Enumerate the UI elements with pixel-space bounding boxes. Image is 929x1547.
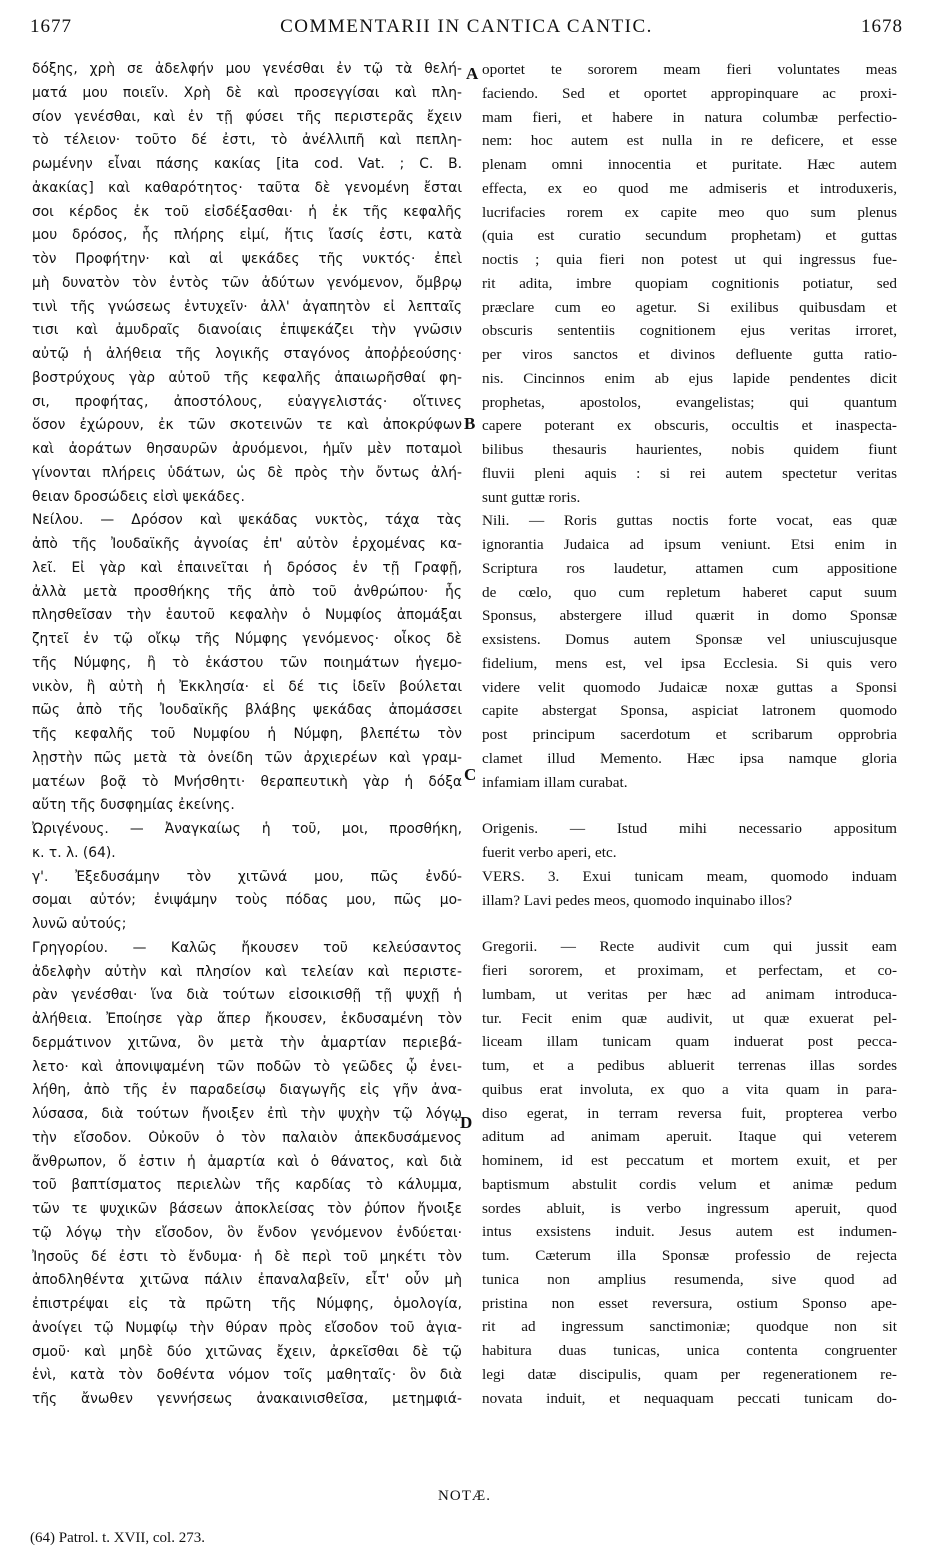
text-line: nem: hoc autem est nulla in re deficere, et esse bbox=[482, 132, 897, 150]
text-line: rit adita, imbre quopiam cognitionis potiatur, sed bbox=[482, 274, 897, 292]
text-line: κ. τ. λ. (64). bbox=[32, 844, 116, 861]
text-line: Γρηγορίου. — Καλῶς ἤκουσεν τοῦ κελεύσαντος bbox=[32, 939, 462, 956]
text-line: de cœlo, quo cum repletum haberet caput suum bbox=[482, 583, 897, 601]
text-line: Νείλου. — Δρόσον καὶ ψεκάδας νυκτὸς, τάχα τὰς bbox=[32, 512, 462, 529]
text-line: intus exsistens induit. Jesus autem est indumen- bbox=[482, 1223, 897, 1241]
text-line: Sponsus, abstergere illud quærit in domo Sponsæ bbox=[482, 607, 897, 625]
text-line: ὅσον ἐχώρουν, ἐκ τῶν σκοτεινῶν τε καὶ ἀποκρύφων bbox=[32, 417, 462, 434]
text-line: tum. Cæterum illa Sponsæ professio de rejecta bbox=[482, 1247, 897, 1264]
text-line: baptismum abstulit cordis velum et animæ pedum bbox=[482, 1175, 897, 1193]
text-line: λῃστὴν πῶς μετὰ τὰ ὀνείδη τῶν ἀρχιερέων καὶ γραμ- bbox=[32, 749, 462, 766]
text-line: λεῖ. Εἰ γὰρ καὶ ἐπαινεῖται ἡ δρόσος ἐν τῇ Γραφῇ, bbox=[32, 559, 462, 576]
text-line: ἀδελφὴν αὐτὴν καὶ πλησίον καὶ τελείαν καὶ περιστε- bbox=[32, 963, 462, 980]
text-line: ignorantia Judaica ad ipsum veniunt. Etsi enim in bbox=[482, 536, 897, 553]
text-line: sunt guttæ roris. bbox=[482, 488, 581, 506]
text-line: ρωμένην εἶναι πάσης κακίας [ita cod. Vat. ; C. B. bbox=[32, 156, 462, 172]
text-line: τοῦ βαπτίσματος περιελὼν τῆς καρδίας τὸ κάλυμμα, bbox=[32, 1177, 462, 1194]
text-line: bilibus thesauris haurientes, nobis quidem fiunt bbox=[482, 441, 897, 458]
text-line: ἐπιστρέψαι εἰς τὰ πρῶτη τῆς Νύμφης, ὁμολογία, bbox=[32, 1296, 462, 1312]
text-line: diso egerat, in terram reversa fuit, propterea verbo bbox=[482, 1104, 897, 1122]
text-line: θειαν δροσώδεις εἰσὶ ψεκάδες. bbox=[32, 488, 245, 505]
text-line: δερμάτινον χιτῶνα, ὃν μετὰ τὴν ἁμαρτίαν περιεβά- bbox=[32, 1034, 462, 1051]
text-line: νικὸν, ἢ αὐτὴ ἡ Ἐκκλησία· εἰ δέ τις ἰδεῖν βούλεται bbox=[32, 678, 462, 695]
page-number-left: 1677 bbox=[30, 16, 72, 37]
text-line: πῶς ἀπὸ τῆς Ἰουδαϊκῆς βλάβης ψεκάδας ἀπομάσσει bbox=[32, 702, 462, 719]
text-line: σι, προφήτας, ἀποστόλους, εὐαγγελιστάς· οἵτινες bbox=[32, 393, 462, 410]
text-line: tunica non amplius resumenda, sive quod ad bbox=[482, 1270, 897, 1288]
text-line: prophetas, apostolos, evangelistas; qui quantum bbox=[482, 393, 897, 411]
text-line: πλησθεῖσαν τὴν ἑαυτοῦ κεφαλὴν ὁ Νυμφίος ἀπομάξαι bbox=[32, 607, 462, 624]
text-line: lucrifacies rorem ex capite meo quo sum plenus bbox=[482, 203, 897, 221]
text-line: Ὠριγένους. — Ἀναγκαίως ἡ τοῦ, μοι, προσθήκη, bbox=[32, 821, 462, 837]
margin-marker-b: B bbox=[464, 414, 476, 433]
text-line: oportet te sororem meam fieri voluntates meas bbox=[482, 61, 897, 78]
margin-marker-a: A bbox=[466, 64, 479, 83]
text-line: effecta, ex eo quod me admiseris et introduxeris, bbox=[482, 179, 897, 197]
text-line: novata induit, et nequaquam peccati tunicam do- bbox=[482, 1389, 897, 1407]
text-line: obscuris sententiis cognitionem ejus veritas irroret, bbox=[482, 322, 897, 340]
text-line: fluvii pleni aquis : si rei autem spectetur veritas bbox=[482, 464, 897, 482]
text-line: hominem, id est peccatum et mortem exuit, et per bbox=[482, 1152, 897, 1169]
text-line: λήθη, ἀπὸ τῆς ἐν παραδείσῳ διαγωγῆς εἰς γῆν ἀνα- bbox=[32, 1082, 462, 1099]
text-line: Scriptura ros laudetur, attamen cum appositione bbox=[482, 559, 897, 577]
text-line: αὐτῷ ἡ ἀλήθεια τῆς λογικῆς σταγόνος ἀποῤῥεούσης· bbox=[32, 346, 462, 362]
text-line: illam? Lavi pedes meos, quomodo inquinabo illos? bbox=[482, 891, 793, 909]
text-line: habitura duas tunicas, unica contenta congruenter bbox=[482, 1342, 897, 1359]
text-line: lumbam, ut veritas per hæc ad animam introduca- bbox=[482, 985, 897, 1003]
text-line: ἀλλὰ μετὰ προσθήκης τῆς ἀπὸ τοῦ ἀνθρώπου· ἧς bbox=[32, 583, 462, 600]
text-line: τῆς Νύμφης, ἢ τὸ ἑκάστου τῶν ποιημάτων ἡγεμο- bbox=[32, 654, 462, 671]
text-line: clamet illud Memento. Hæc ipsa namque gloria bbox=[482, 749, 897, 767]
text-line: βοστρύχους γὰρ αὐτοῦ τῆς κεφαλῆς ἀπαιωρῆσθαί φη- bbox=[32, 369, 462, 386]
text-line: infamiam illam curabat. bbox=[482, 773, 628, 791]
text-line: fidelium, mens est, vel ipsa Ecclesia. Si quis vero bbox=[482, 654, 897, 672]
text-line: λετο· καὶ ἀπονιψαμένη τῶν ποδῶν τὸ γεῶδες ᾧ ἐνει- bbox=[32, 1058, 462, 1075]
margin-marker-d: D bbox=[460, 1113, 473, 1132]
text-line: μου δρόσος, ἧς πλήρης εἰμί, ἥτις ἴασίς ἐστι, κατὰ bbox=[32, 227, 462, 244]
text-line: liceam illam tunicam quam induerat post pecca- bbox=[482, 1033, 897, 1051]
text-line: σμοῦ· καὶ μηδὲ δύο χιτῶνας ἔχειν, ἀρκεῖσθαι δὲ τῷ bbox=[32, 1343, 462, 1360]
text-line: capere poterant ex obscuris, occultis et inaspecta- bbox=[482, 417, 897, 435]
text-line: præclare cum eo agetur. Si exilibus quibusdam et bbox=[482, 298, 897, 316]
text-line bbox=[482, 794, 897, 817]
margin-marker-c: C bbox=[464, 765, 477, 784]
text-line: δόξης, χρὴ σε ἀδελφήν μου γενέσθαι ἐν τῷ τὰ θελή- bbox=[32, 61, 462, 77]
text-line: ἀκακίας] καὶ καθαρότητος· ταῦτα δὲ γενομένη ἔσται bbox=[32, 179, 462, 196]
text-line: τῆς ἄνωθεν γεννήσεως ἀνακαινισθεῖσα, μετημφιά- bbox=[32, 1391, 462, 1407]
text-line: τισι καὶ ἀμυδραῖς διανοίαις ἐπιψεκάζει τὴν γνῶσιν bbox=[32, 322, 462, 339]
notes-heading: NOTÆ. bbox=[438, 1488, 491, 1504]
running-title: COMMENTARII IN CANTICA CANTIC. bbox=[280, 16, 653, 37]
text-line: τὸν Προφήτην· καὶ αἱ ψεκάδες τῆς νυκτός· ἐπεὶ bbox=[32, 251, 462, 267]
text-line: pristina non esset reversura, ostium Sponso ape- bbox=[482, 1294, 897, 1312]
text-line: λυνῶ αὐτούς; bbox=[32, 916, 127, 932]
text-line: γ'. Ἐξεδυσάμην τὸν χιτῶνά μου, πῶς ἐνδύ- bbox=[32, 868, 462, 885]
text-line: (quia est curatio secundum prophetam) et guttas bbox=[482, 227, 897, 245]
text-line: fieri sororem, et proximam, et perfectam, et co- bbox=[482, 962, 897, 979]
text-line: τὴν εἴσοδον. Οὐκοῦν ὁ τὸν παλαιὸν ἀπεκδυσάμενος bbox=[32, 1129, 462, 1146]
text-line: post principum sacerdotum et scribarum opprobria bbox=[482, 726, 897, 743]
text-line bbox=[482, 912, 897, 935]
text-line: tum, et a pedibus abluerit terrenas illas sordes bbox=[482, 1057, 897, 1074]
text-line: plenam omni innocentia et puritate. Hæc autem bbox=[482, 156, 897, 173]
text-line: faciendo. Sed et oportet appropinquare ac proxi- bbox=[482, 84, 897, 102]
text-line: λύσασα, διὰ τούτων ἤνοιξεν ἐπὶ τὴν ψυχὴν τῷ λόγῳ bbox=[32, 1106, 462, 1122]
text-line: per viros sanctos et divinos defluente gutta ratio- bbox=[482, 346, 897, 363]
text-line: sordes abluit, is verbo ingressum aperuit, quod bbox=[482, 1199, 897, 1217]
page-header bbox=[30, 16, 903, 46]
text-line: ἀποδληθέντα χιτῶνα πάλιν ἐπαναλαβεῖν, εἶτ' οὖν μὴ bbox=[32, 1272, 462, 1289]
text-line: ἄνθρωπον, ὅ ἐστιν ἡ ἁμαρτία καὶ ὁ θάνατος, καὶ διὰ bbox=[32, 1153, 462, 1170]
text-line: quibus erat involuta, ex quo a vita quam in para- bbox=[482, 1080, 897, 1098]
text-line: ρὰν γενέσθαι· ἵνα διὰ τούτων εἰσοικισθῇ τῇ ψυχῇ ἡ bbox=[32, 987, 462, 1004]
greek-column bbox=[32, 58, 462, 1412]
text-line: σοι κέρδος ἐκ τοῦ εἰσδέξασθαι· ἡ ἐκ τῆς κεφαλῆς bbox=[32, 203, 462, 220]
page-number-right: 1678 bbox=[861, 16, 903, 37]
text-line: γίνονται πλήρεις ὑδάτων, ὡς δὲ πρὸς τὴν ὄντως ἀλή- bbox=[32, 464, 462, 481]
text-line: τῷ λόγῳ τὴν εἴσοδον, ὃν ἔνδον γενόμενον ἐνδύεται· bbox=[32, 1224, 462, 1241]
text-line: ἀνοίγει τῷ Νυμφίῳ τὴν θύραν πρὸς εἴσοδον τοῦ ἁγια- bbox=[32, 1319, 462, 1336]
text-line: aditum ad animam aperuit. Itaque qui veterem bbox=[482, 1128, 897, 1146]
text-line: capite abstergat Sponsa, aspiciat latronem quomodo bbox=[482, 702, 897, 720]
text-line: nis. Cincinnos enim ab ejus lapide pendentes dicit bbox=[482, 369, 897, 387]
text-line: μὴ δυνατὸν τὸν ἐντὸς τῶν ἀδύτων γενόμενον, ὄμβρῳ bbox=[32, 274, 462, 291]
text-line: VERS. 3. Exui tunicam meam, quomodo induam bbox=[482, 867, 897, 885]
text-line: exsistens. Domus autem Sponsæ vel uniuscujusque bbox=[482, 631, 897, 648]
text-line: noctis ; quia fieri non potest ut qui ingressus fue- bbox=[482, 251, 897, 268]
text-line: ἀπὸ τῆς Ἰουδαϊκῆς ἀγνοίας ἐπ' αὐτὸν ἐρχομένας κα- bbox=[32, 536, 462, 552]
text-line: Gregorii. — Recte audivit cum qui jussit eam bbox=[482, 938, 897, 956]
text-line: σίον γενέσθαι, καὶ ἐν τῇ φύσει τῆς περιστερᾶς ἔχειν bbox=[32, 108, 462, 125]
text-line: τῶν τε ψυχικῶν βάσεων ἀποκλείσας τὸν ῥύπον ἤνοιξε bbox=[32, 1201, 462, 1217]
text-line: καὶ ἀοράτων θησαυρῶν ἀρυόμενοι, ἡμῖν μὲν ποταμοὶ bbox=[32, 441, 462, 457]
text-line: τῆς κεφαλῆς τοῦ Νυμφίου ἡ Νύμφη, βλεπέτω τὸν bbox=[32, 726, 462, 742]
text-line: mam fieri, et habere in natura columbæ perfectio- bbox=[482, 108, 897, 126]
text-line: Ἰησοῦς δέ ἐστι τὸ ἔνδυμα· ἡ δὲ περὶ τοῦ μηκέτι τὸν bbox=[32, 1248, 462, 1265]
text-line: ἑνὶ, κατὰ τὸν δοθέντα νόμον τοῖς μαθηταῖς· ὃν διὰ bbox=[32, 1367, 462, 1384]
latin-column bbox=[482, 58, 897, 1410]
text-line: τινὶ τῆς γνώσεως ἐντυχεῖν· ἀλλ' ἀγαπητὸν εἰ λεπταῖς bbox=[32, 298, 462, 315]
text-line: ζητεῖ ἐν τῷ οἴκῳ τῆς Νύμφης γενόμενος· οἶκος δὲ bbox=[32, 631, 462, 647]
text-line: ματέων βοᾷ τὸ Μνήσθητι· θεραπευτικὴ γὰρ ἡ δόξα bbox=[32, 773, 462, 790]
text-line: Origenis. — Istud mihi necessario appositum bbox=[482, 820, 897, 838]
text-line: ἀλήθεια. Ἐποίησε γὰρ ἅπερ ἤκουσεν, ἐκδυσαμένη τὸν bbox=[32, 1011, 462, 1027]
text-line: fuerit verbo aperi, etc. bbox=[482, 844, 617, 861]
text-line: αὕτη τῆς δυσφημίας ἐκείνης. bbox=[32, 797, 235, 814]
text-line: τὸ τέλειον· τοῦτο δέ ἐστι, τὸ ἀνέλλιπῆ καὶ πεπλη- bbox=[32, 132, 462, 149]
footnote: (64) Patrol. t. XVII, col. 273. bbox=[30, 1530, 205, 1546]
text-line: rit ad ingressum sanctimoniæ; quodque non sit bbox=[482, 1318, 897, 1336]
text-line: Nili. — Roris guttas noctis forte vocat, eas quæ bbox=[482, 512, 897, 530]
text-line: ματά μου ποιεῖν. Χρὴ δὲ καὶ προσεγγίσαι καὶ πλη- bbox=[32, 84, 462, 101]
text-line: σομαι αὐτόν; ἐνιψάμην τοὺς πόδας μου, πῶς μο- bbox=[32, 892, 462, 909]
text-line: tur. Fecit enim quæ audivit, ut quæ exuerat pel- bbox=[482, 1009, 897, 1027]
text-line: legi datæ discipulis, quam per regenerationem re- bbox=[482, 1365, 897, 1383]
text-line: videre velit quomodo Judaicæ noxæ guttas a Sponsi bbox=[482, 678, 897, 696]
